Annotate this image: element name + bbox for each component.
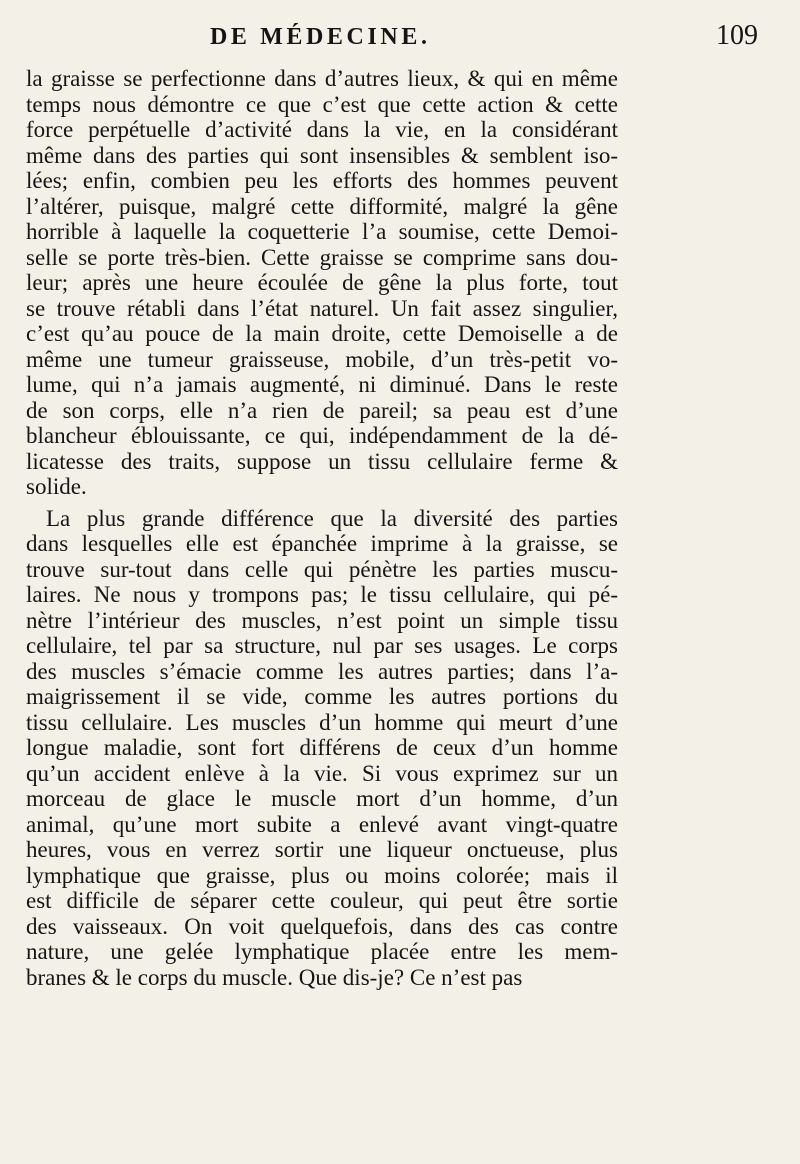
text-line: même dans des parties qui sont insensibles & semblent iso- (26, 142, 618, 168)
text-line: animal, qu’une mort subite a enlevé avant vingt-quatre (26, 811, 618, 837)
text-line: morceau de glace le muscle mort d’un homme, d’un (26, 786, 618, 811)
main-text (26, 66, 618, 990)
text-line: tissu cellulaire. Les muscles d’un homme qui meurt d’une (26, 709, 618, 735)
text-line: des muscles s’émacie comme les autres parties; dans l’a- (26, 658, 618, 684)
text-line: leur; après une heure écoulée de gêne la plus forte, tout (26, 270, 618, 295)
text-line: la graisse se perfectionne dans d’autres lieux, & qui en même (26, 66, 618, 91)
text-line: des vaisseaux. On voit quelquefois, dans des cas contre (26, 913, 618, 939)
text-line: c’est qu’au pouce de la main droite, cette Demoiselle a de (26, 321, 618, 346)
text-line: heures, vous en verrez sortir une liqueur onctueuse, plus (26, 837, 618, 862)
text-line: licatesse des traits, suppose un tissu cellulaire ferme & (26, 448, 618, 474)
text-line: lymphatique que graisse, plus ou moins colorée; mais il (26, 862, 618, 888)
text-line: maigrissement il se vide, comme les autres portions du (26, 684, 618, 709)
running-head: DE MÉDECINE. (210, 24, 431, 50)
text-line: lées; enfin, combien peu les efforts des hommes peuvent (26, 168, 618, 193)
text-line: de son corps, elle n’a rien de pareil; sa peau est d’une (26, 397, 618, 423)
text-line: l’altérer, puisque, malgré cette difformité, malgré la gêne (26, 193, 618, 219)
text-line: lume, qui n’a jamais augmenté, ni diminué. Dans le reste (26, 372, 618, 397)
text-line: laires. Ne nous y trompons pas; le tissu cellulaire, qui pé- (26, 582, 618, 607)
text-line: temps nous démontre ce que c’est que cette action & cette (26, 91, 618, 117)
text-line: nature, une gelée lymphatique placée entre les mem- (26, 939, 618, 964)
text-line: selle se porte très-bien. Cette graisse se comprime sans dou- (26, 244, 618, 270)
text-line: est difficile de séparer cette couleur, qui peut être sortie (26, 888, 618, 913)
text-line: cellulaire, tel par sa structure, nul par ses usages. Le corps (26, 633, 618, 658)
text-line: qu’un accident enlève à la vie. Si vous exprimez sur un (26, 760, 618, 786)
text-line: se trouve rétabli dans l’état naturel. Un fait assez singulier, (26, 295, 618, 321)
text-line: dans lesquelles elle est épanchée imprime à la graisse, se (26, 531, 618, 556)
text-line: branes & le corps du muscle. Que dis-je? Ce n’est pas (26, 964, 523, 990)
text-line: nètre l’intérieur des muscles, n’est point un simple tissu (26, 607, 618, 633)
text-line: horrible à laquelle la coquetterie l’a soumise, cette Demoi- (26, 219, 618, 244)
text-line: La plus grande différence que la diversité des parties (46, 505, 618, 531)
page-number: 109 (716, 20, 758, 51)
page-header (24, 18, 776, 58)
text-line: même une tumeur graisseuse, mobile, d’un très-petit vo- (26, 346, 618, 372)
text-line: force perpétuelle d’activité dans la vie, en la considérant (26, 117, 618, 142)
text-line: trouve sur-tout dans celle qui pénètre les parties muscu- (26, 556, 618, 582)
text-line: blancheur éblouissante, ce qui, indépendamment de la dé- (26, 423, 618, 448)
text-line: solide. (26, 474, 87, 499)
text-line: longue maladie, sont fort différens de ceux d’un homme (26, 735, 618, 760)
